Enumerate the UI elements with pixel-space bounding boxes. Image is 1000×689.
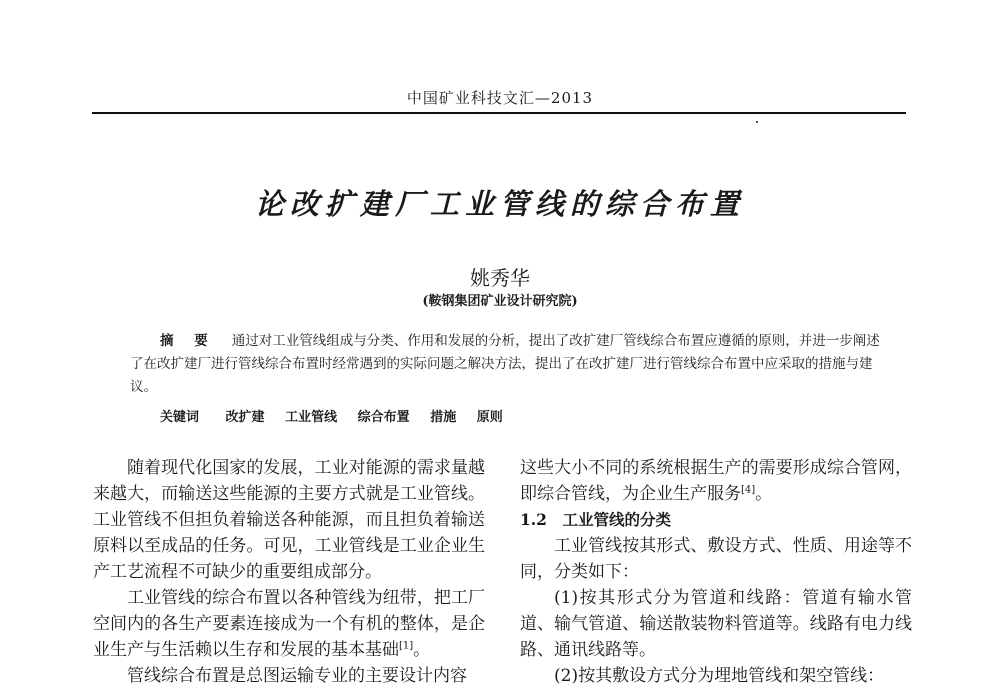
author-name: 姚秀华 [470, 266, 530, 290]
paper-title: 论改扩建厂工业管线的综合布置 [254, 187, 745, 221]
body-paragraph: 工业管线按其形式、敷设方式、性质、用途等不同，分类如下： [520, 536, 912, 582]
keywords-label: 关键词 [160, 410, 200, 425]
abstract-text: 通过对工业管线组成与分类、作用和发展的分析，提出了改扩建厂管线综合布置应遵循的原则，并进一步阐述了在改扩建厂进行管线综合布置时经常遇到的实际问题之解决方法，提出了在改扩建厂进行管线综合布置中应采取的措施与建议。 [130, 333, 880, 395]
keyword-item: 原则 [476, 410, 503, 425]
body-paragraph: 随着现代化国家的发展，工业对能源的需求量越来越大，而输送这些能源的主要方式就是工业管线。工业管线不但担负着输送各种能源，而且担负着输送原料以至成品的任务。可见，工业管线是工业企业生产工艺流程不可缺少的重要组成部分。 [93, 458, 485, 582]
scan-speck [756, 121, 758, 123]
keyword-item: 工业管线 [285, 410, 338, 425]
keyword-item: 措施 [430, 410, 457, 425]
right-column [520, 455, 912, 689]
body-paragraph-cut: (2)按其敷设方式分为埋地管线和架空管线： [554, 666, 885, 686]
keyword-item: 改扩建 [225, 410, 265, 425]
citation-ref: [1] [399, 640, 414, 652]
body-paragraph-cut: 管线综合布置是总图运输专业的主要设计内容 [127, 666, 467, 686]
body-paragraph: 这些大小不同的系统根据生产的需要形成综合管网，即综合管线，为企业生产服务[4]。 [520, 458, 912, 504]
author-affiliation: (鞍钢集团矿业设计研究院) [422, 294, 578, 309]
journal-header: 中国矿业科技文汇—2013 [406, 89, 594, 107]
abstract-block [130, 330, 882, 399]
abstract-label: 摘 要 [160, 333, 216, 349]
left-column [93, 455, 485, 689]
body-paragraph: (1)按其形式分为管道和线路：管道有输水管道、输气管道、输送散装物料管道等。线路有电力线路、通讯线路等。 [520, 588, 912, 660]
keywords-block [160, 406, 519, 425]
body-paragraph: 工业管线的综合布置以各种管线为纽带，把工厂空间内的各生产要素连接成为一个有机的整体，是企业生产与生活赖以生存和发展的基本基础[1]。 [93, 588, 485, 660]
section-heading: 1.2 工业管线的分类 [520, 510, 671, 529]
citation-ref: [4] [741, 484, 756, 496]
header-rule [92, 112, 906, 114]
keyword-item: 综合布置 [357, 410, 410, 425]
